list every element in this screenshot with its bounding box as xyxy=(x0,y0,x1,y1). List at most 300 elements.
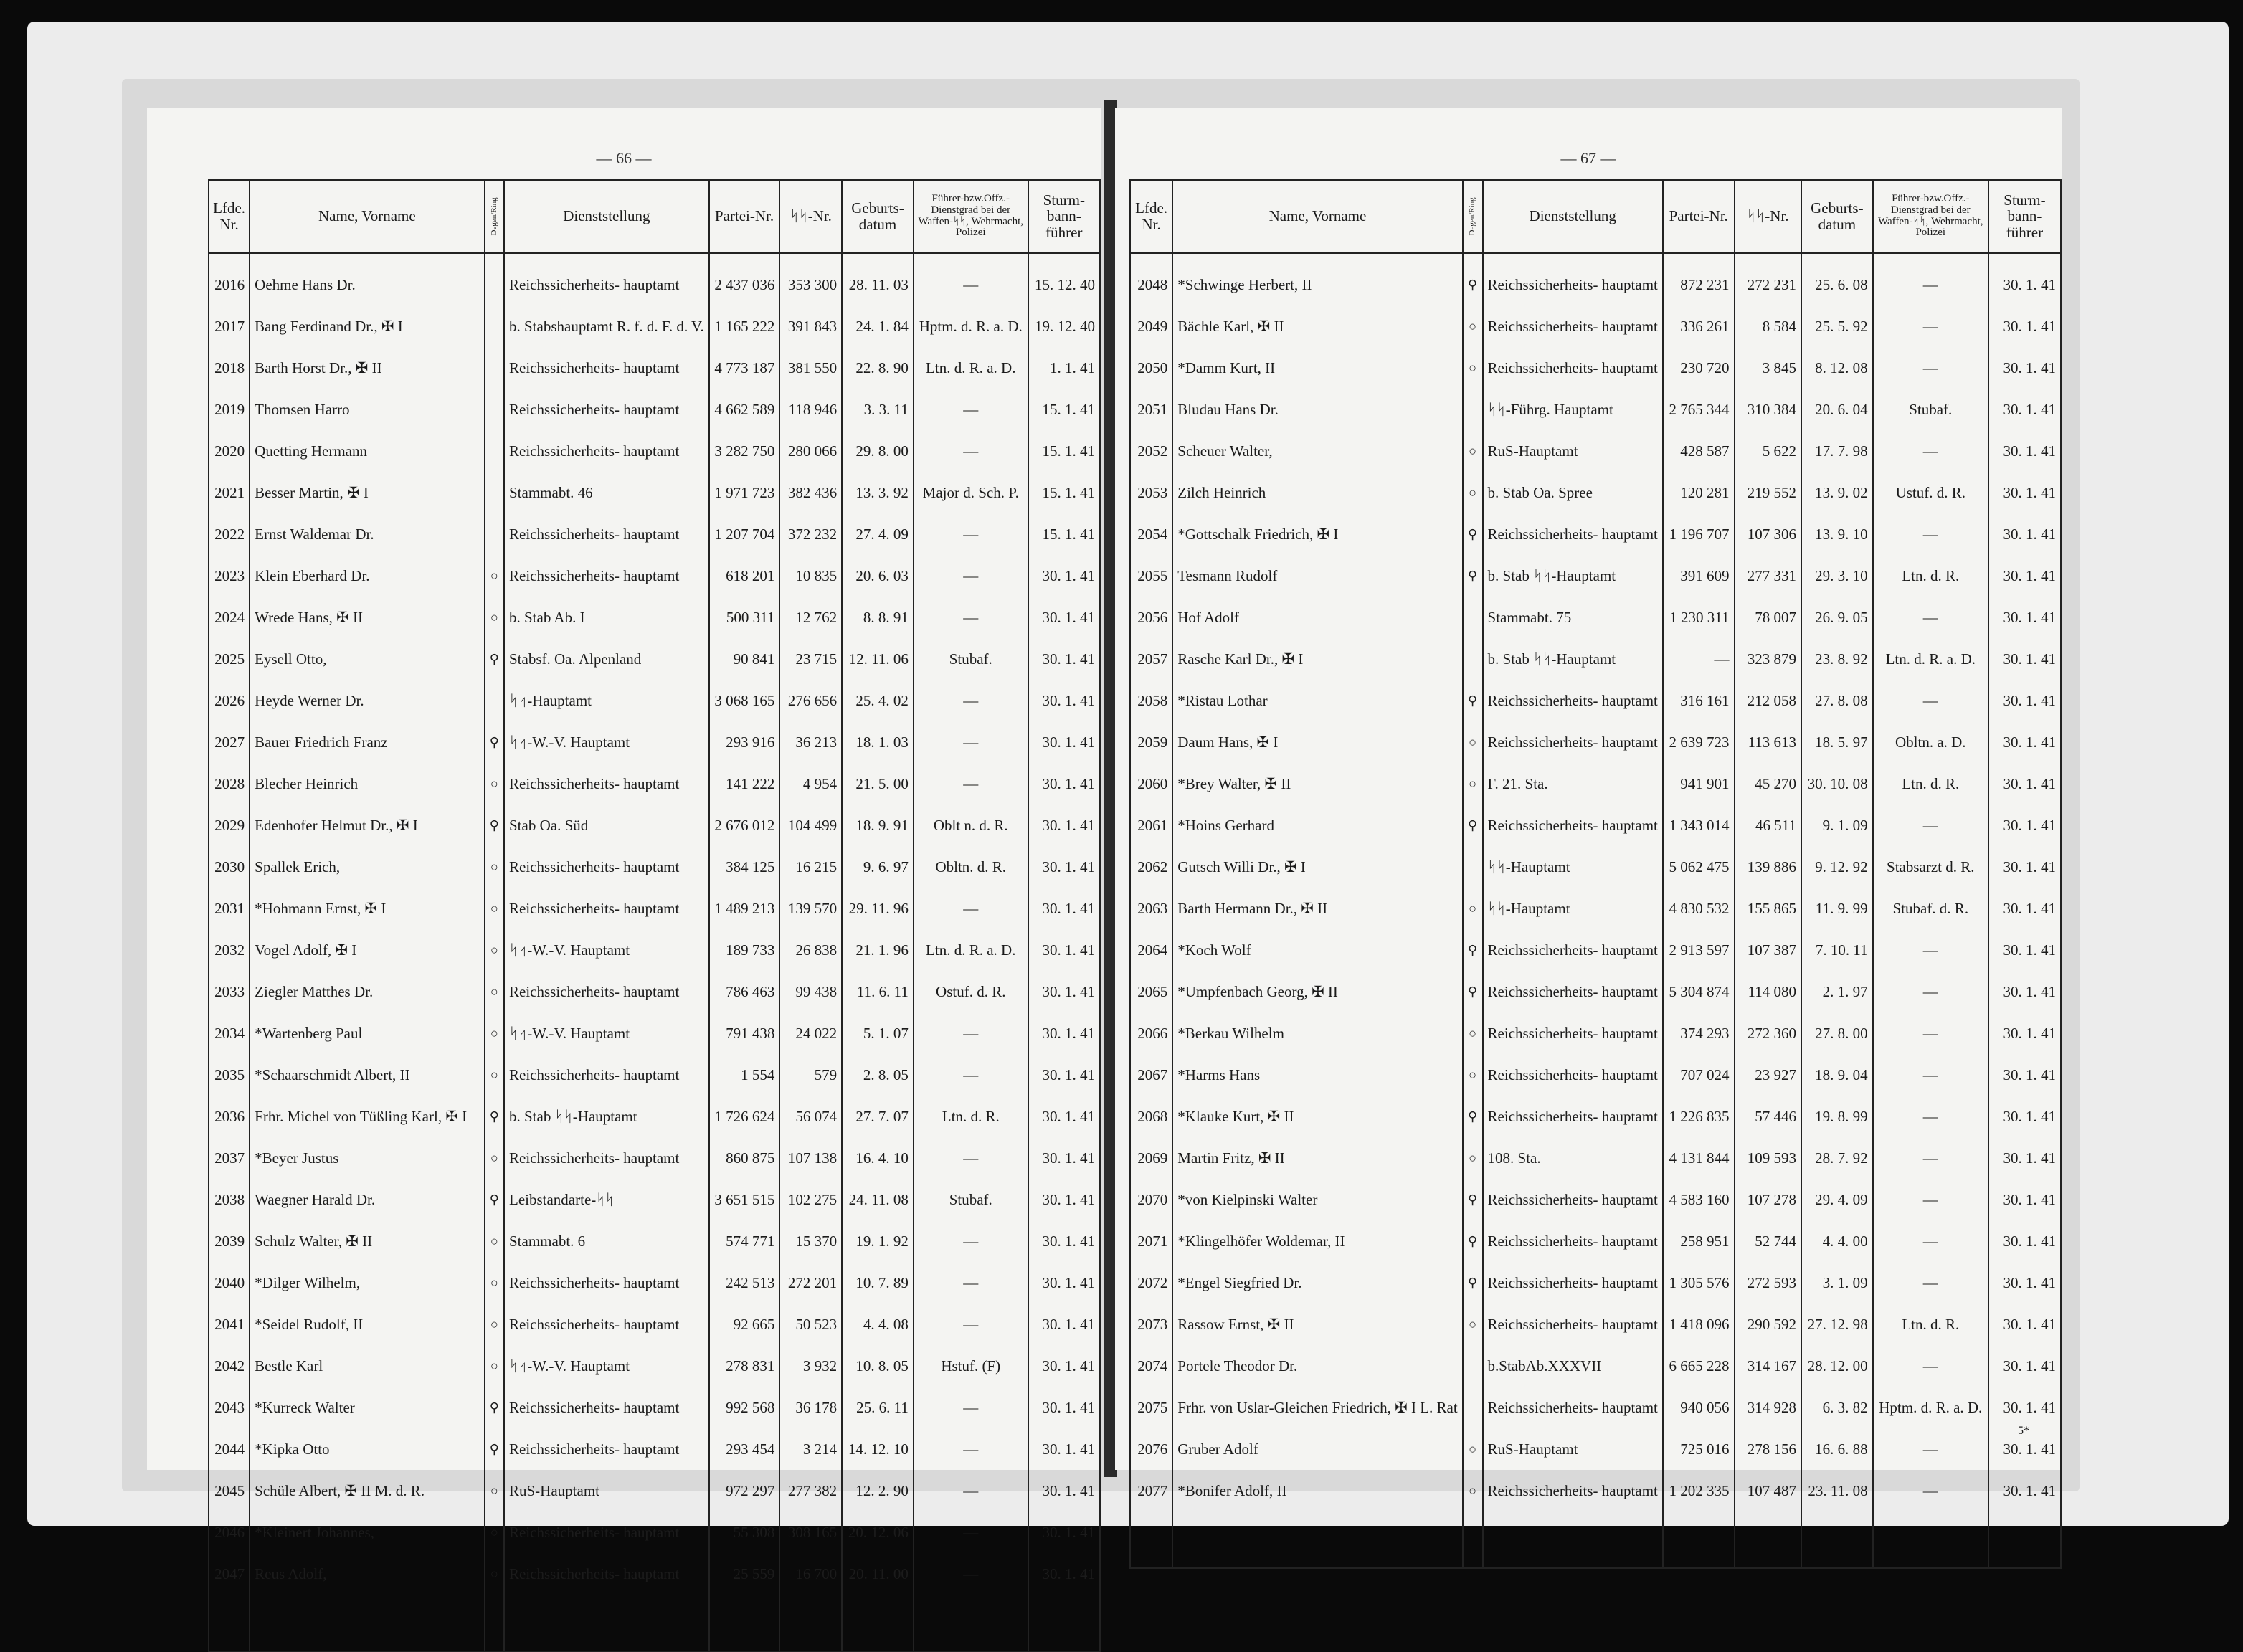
table-row xyxy=(209,1315,1100,1357)
cell-ring: ○ xyxy=(1463,1481,1483,1568)
cell-sturm: 30. 1. 41 xyxy=(1988,1190,2061,1232)
cell-partei: 972 297 xyxy=(709,1481,780,1523)
cell-ring xyxy=(485,691,504,733)
cell-partei: 1 554 xyxy=(709,1065,780,1107)
cell-name: *Wartenberg Paul xyxy=(250,1024,484,1065)
cell-geb: 18. 5. 97 xyxy=(1801,733,1873,774)
cell-fuehrer: Ustuf. d. R. xyxy=(1873,483,1988,525)
cell-fuehrer: — xyxy=(914,1440,1028,1481)
cell-ss: 107 306 xyxy=(1735,525,1802,566)
cell-geb: 7. 10. 11 xyxy=(1801,941,1873,982)
cell-ring: ⚲ xyxy=(485,1190,504,1232)
cell-fuehrer: Ltn. d. R. a. D. xyxy=(1873,650,1988,691)
cell-sturm: 30. 1. 41 xyxy=(1028,1398,1100,1440)
cell-sturm: 30. 1. 41 xyxy=(1988,483,2061,525)
cell-ss: 8 584 xyxy=(1735,317,1802,359)
cell-fuehrer: — xyxy=(914,1232,1028,1273)
cell-fuehrer: Ltn. d. R. xyxy=(1873,566,1988,608)
col-ss: ᛋᛋ-Nr. xyxy=(779,180,842,253)
cell-ss: 36 213 xyxy=(779,733,842,774)
cell-dienst: ᛋᛋ-W.-V. Hauptamt xyxy=(504,1024,709,1065)
cell-dienst: ᛋᛋ-W.-V. Hauptamt xyxy=(504,733,709,774)
cell-fuehrer: — xyxy=(1873,1440,1988,1481)
cell-nr: 2049 xyxy=(1130,317,1172,359)
cell-fuehrer: — xyxy=(914,1065,1028,1107)
cell-geb: 4. 4. 00 xyxy=(1801,1232,1873,1273)
table-row xyxy=(1130,858,2061,899)
cell-sturm: 30. 1. 41 xyxy=(1988,442,2061,483)
table-row xyxy=(209,525,1100,566)
cell-ss: 381 550 xyxy=(779,359,842,400)
cell-geb: 21. 5. 00 xyxy=(842,774,914,816)
cell-dienst: Reichssicherheits- hauptamt xyxy=(504,1149,709,1190)
cell-geb: 29. 4. 09 xyxy=(1801,1190,1873,1232)
cell-fuehrer: Hstuf. (F) xyxy=(914,1357,1028,1398)
cell-ss: 139 886 xyxy=(1735,858,1802,899)
cell-dienst: b. Stab ᛋᛋ-Hauptamt xyxy=(1483,650,1663,691)
cell-nr: 2020 xyxy=(209,442,250,483)
cell-geb: 18. 9. 04 xyxy=(1801,1065,1873,1107)
cell-name: Heyde Werner Dr. xyxy=(250,691,484,733)
cell-ss: 382 436 xyxy=(779,483,842,525)
cell-nr: 2069 xyxy=(1130,1149,1172,1190)
cell-geb: 20. 6. 04 xyxy=(1801,400,1873,442)
cell-fuehrer: — xyxy=(1873,982,1988,1024)
cell-ring: ○ xyxy=(1463,1440,1483,1481)
table-row xyxy=(209,359,1100,400)
table-row xyxy=(1130,816,2061,858)
page-number-left: — 66 — xyxy=(596,149,652,167)
cell-ss: 372 232 xyxy=(779,525,842,566)
table-row xyxy=(1130,1398,2061,1440)
cell-name: Tesmann Rudolf xyxy=(1172,566,1462,608)
cell-sturm: 30. 1. 41 xyxy=(1028,1481,1100,1523)
table-row xyxy=(1130,1107,2061,1149)
cell-geb: 2. 1. 97 xyxy=(1801,982,1873,1024)
cell-fuehrer: — xyxy=(914,1149,1028,1190)
cell-fuehrer: Obltn. a. D. xyxy=(1873,733,1988,774)
cell-geb: 6. 3. 82 xyxy=(1801,1398,1873,1440)
cell-ring: ○ xyxy=(485,566,504,608)
cell-dienst: ᛋᛋ-Hauptamt xyxy=(504,691,709,733)
cell-partei: 1 489 213 xyxy=(709,899,780,941)
cell-geb: 27. 8. 00 xyxy=(1801,1024,1873,1065)
cell-nr: 2046 xyxy=(209,1523,250,1565)
table-row xyxy=(209,1565,1100,1651)
table-row xyxy=(1130,774,2061,816)
cell-nr: 2076 xyxy=(1130,1440,1172,1481)
cell-fuehrer: — xyxy=(1873,525,1988,566)
cell-fuehrer: Obltn. d. R. xyxy=(914,858,1028,899)
cell-fuehrer: — xyxy=(914,253,1028,318)
cell-nr: 2037 xyxy=(209,1149,250,1190)
cell-ring: ○ xyxy=(485,1149,504,1190)
cell-nr: 2017 xyxy=(209,317,250,359)
table-row xyxy=(209,1107,1100,1149)
table-row xyxy=(1130,525,2061,566)
cell-fuehrer: — xyxy=(1873,1481,1988,1568)
cell-dienst: Reichssicherheits- hauptamt xyxy=(504,899,709,941)
cell-dienst: Reichssicherheits- hauptamt xyxy=(1483,1024,1663,1065)
cell-geb: 26. 9. 05 xyxy=(1801,608,1873,650)
cell-ss: 23 927 xyxy=(1735,1065,1802,1107)
cell-name: Ziegler Matthes Dr. xyxy=(250,982,484,1024)
cell-nr: 2031 xyxy=(209,899,250,941)
cell-dienst: Reichssicherheits- hauptamt xyxy=(504,1440,709,1481)
table-row xyxy=(1130,317,2061,359)
cell-ss: 314 928 xyxy=(1735,1398,1802,1440)
cell-sturm: 30. 1. 41 xyxy=(1028,1523,1100,1565)
cell-dienst: Reichssicherheits- hauptamt xyxy=(1483,1232,1663,1273)
col-partei: Partei-Nr. xyxy=(709,180,780,253)
register-table-right xyxy=(1129,179,2062,1569)
cell-geb: 27. 7. 07 xyxy=(842,1107,914,1149)
cell-ring: ⚲ xyxy=(485,1440,504,1481)
cell-dienst: 108. Sta. xyxy=(1483,1149,1663,1190)
cell-partei: 941 901 xyxy=(1663,774,1735,816)
cell-geb: 25. 6. 08 xyxy=(1801,253,1873,318)
cell-name: Rassow Ernst, ✠ II xyxy=(1172,1315,1462,1357)
cell-ring xyxy=(485,253,504,318)
cell-partei: 4 830 532 xyxy=(1663,899,1735,941)
cell-ring xyxy=(1463,608,1483,650)
cell-dienst: Reichssicherheits- hauptamt xyxy=(504,1065,709,1107)
cell-name: *Seidel Rudolf, II xyxy=(250,1315,484,1357)
cell-ss: 36 178 xyxy=(779,1398,842,1440)
cell-ring: ○ xyxy=(1463,442,1483,483)
cell-name: Scheuer Walter, xyxy=(1172,442,1462,483)
cell-ss: 277 331 xyxy=(1735,566,1802,608)
cell-ring: ○ xyxy=(485,1357,504,1398)
cell-ring: ○ xyxy=(1463,1315,1483,1357)
cell-name: *Dilger Wilhelm, xyxy=(250,1273,484,1315)
cell-geb: 12. 11. 06 xyxy=(842,650,914,691)
table-row xyxy=(209,1440,1100,1481)
cell-ring xyxy=(485,483,504,525)
cell-geb: 27. 8. 08 xyxy=(1801,691,1873,733)
cell-nr: 2016 xyxy=(209,253,250,318)
cell-nr: 2023 xyxy=(209,566,250,608)
cell-fuehrer: Hptm. d. R. a. D. xyxy=(914,317,1028,359)
cell-partei: 1 207 704 xyxy=(709,525,780,566)
cell-dienst: Reichssicherheits- hauptamt xyxy=(504,566,709,608)
cell-name: *Klingelhöfer Woldemar, II xyxy=(1172,1232,1462,1273)
cell-ss: 272 201 xyxy=(779,1273,842,1315)
cell-geb: 27. 4. 09 xyxy=(842,525,914,566)
cell-ss: 50 523 xyxy=(779,1315,842,1357)
cell-partei: 1 230 311 xyxy=(1663,608,1735,650)
col-fuehrer: Führer-bzw.Offz.-Dienstgrad bei der Waffen-ᛋᛋ, Wehrmacht, Polizei xyxy=(1873,180,1988,253)
cell-sturm: 30. 1. 41 xyxy=(1988,816,2061,858)
cell-ring: ○ xyxy=(485,1315,504,1357)
cell-nr: 2052 xyxy=(1130,442,1172,483)
cell-sturm: 30. 1. 41 xyxy=(1028,899,1100,941)
cell-nr: 2067 xyxy=(1130,1065,1172,1107)
cell-sturm: 30. 1. 41 xyxy=(1028,650,1100,691)
cell-ss: 78 007 xyxy=(1735,608,1802,650)
cell-geb: 3. 1. 09 xyxy=(1801,1273,1873,1315)
cell-fuehrer: — xyxy=(1873,1357,1988,1398)
table-row xyxy=(1130,691,2061,733)
cell-fuehrer: Stubaf. xyxy=(1873,400,1988,442)
cell-sturm: 15. 1. 41 xyxy=(1028,400,1100,442)
cell-partei: 391 609 xyxy=(1663,566,1735,608)
cell-partei: 574 771 xyxy=(709,1232,780,1273)
cell-ring: ⚲ xyxy=(485,733,504,774)
cell-geb: 24. 11. 08 xyxy=(842,1190,914,1232)
cell-ring: ⚲ xyxy=(1463,1232,1483,1273)
cell-ss: 310 384 xyxy=(1735,400,1802,442)
cell-ring: ○ xyxy=(485,608,504,650)
cell-partei: 278 831 xyxy=(709,1357,780,1398)
cell-partei: 1 165 222 xyxy=(709,317,780,359)
cell-sturm: 30. 1. 41 xyxy=(1988,774,2061,816)
cell-ss: 278 156 xyxy=(1735,1440,1802,1481)
cell-sturm: 30. 1. 41 xyxy=(1988,608,2061,650)
cell-name: *Ristau Lothar xyxy=(1172,691,1462,733)
cell-dienst: Reichssicherheits- hauptamt xyxy=(1483,317,1663,359)
cell-ss: 16 215 xyxy=(779,858,842,899)
cell-nr: 2060 xyxy=(1130,774,1172,816)
cell-partei: 1 418 096 xyxy=(1663,1315,1735,1357)
cell-name: *Kipka Otto xyxy=(250,1440,484,1481)
cell-name: Edenhofer Helmut Dr., ✠ I xyxy=(250,816,484,858)
cell-name: *Kurreck Walter xyxy=(250,1398,484,1440)
cell-ring xyxy=(485,442,504,483)
cell-dienst: Reichssicherheits- hauptamt xyxy=(504,774,709,816)
cell-name: Besser Martin, ✠ I xyxy=(250,483,484,525)
table-header-row xyxy=(209,180,1100,253)
cell-ss: 272 231 xyxy=(1735,253,1802,318)
cell-partei: 4 583 160 xyxy=(1663,1190,1735,1232)
cell-geb: 13. 3. 92 xyxy=(842,483,914,525)
cell-dienst: Reichssicherheits- hauptamt xyxy=(504,525,709,566)
cell-name: Thomsen Harro xyxy=(250,400,484,442)
cell-dienst: Stammabt. 46 xyxy=(504,483,709,525)
cell-name: Spallek Erich, xyxy=(250,858,484,899)
cell-nr: 2022 xyxy=(209,525,250,566)
table-row xyxy=(209,566,1100,608)
cell-geb: 9. 1. 09 xyxy=(1801,816,1873,858)
cell-fuehrer: — xyxy=(1873,442,1988,483)
cell-dienst: ᛋᛋ-W.-V. Hauptamt xyxy=(504,941,709,982)
cell-name: *Koch Wolf xyxy=(1172,941,1462,982)
cell-dienst: Reichssicherheits- hauptamt xyxy=(1483,733,1663,774)
cell-sturm: 30. 1. 41 xyxy=(1988,1107,2061,1149)
cell-name: Blecher Heinrich xyxy=(250,774,484,816)
cell-ss: 102 275 xyxy=(779,1190,842,1232)
cell-dienst: Reichssicherheits- hauptamt xyxy=(1483,1481,1663,1568)
col-name: Name, Vorname xyxy=(1172,180,1462,253)
table-row xyxy=(1130,1440,2061,1481)
cell-ss: 5 622 xyxy=(1735,442,1802,483)
cell-partei: 316 161 xyxy=(1663,691,1735,733)
cell-partei: 1 343 014 xyxy=(1663,816,1735,858)
cell-geb: 19. 8. 99 xyxy=(1801,1107,1873,1149)
cell-partei: 2 765 344 xyxy=(1663,400,1735,442)
cell-ring: ○ xyxy=(1463,359,1483,400)
cell-dienst: Stabsf. Oa. Alpenland xyxy=(504,650,709,691)
col-sturm: Sturm-bann-führer xyxy=(1028,180,1100,253)
cell-geb: 18. 9. 91 xyxy=(842,816,914,858)
cell-partei: 1 202 335 xyxy=(1663,1481,1735,1568)
col-dienst: Dienststellung xyxy=(504,180,709,253)
cell-sturm: 30. 1. 41 xyxy=(1028,566,1100,608)
cell-nr: 2028 xyxy=(209,774,250,816)
cell-fuehrer: — xyxy=(1873,941,1988,982)
table-row xyxy=(209,691,1100,733)
table-row xyxy=(1130,1024,2061,1065)
cell-ss: 56 074 xyxy=(779,1107,842,1149)
cell-partei: 1 226 835 xyxy=(1663,1107,1735,1149)
cell-name: Waegner Harald Dr. xyxy=(250,1190,484,1232)
cell-ss: 3 845 xyxy=(1735,359,1802,400)
cell-dienst: F. 21. Sta. xyxy=(1483,774,1663,816)
cell-name: *Schwinge Herbert, II xyxy=(1172,253,1462,318)
cell-name: Gutsch Willi Dr., ✠ I xyxy=(1172,858,1462,899)
cell-name: *Kleinert Johannes, xyxy=(250,1523,484,1565)
cell-fuehrer: — xyxy=(1873,1024,1988,1065)
cell-ring xyxy=(485,400,504,442)
cell-geb: 16. 6. 88 xyxy=(1801,1440,1873,1481)
cell-partei: 384 125 xyxy=(709,858,780,899)
cell-dienst: ᛋᛋ-Hauptamt xyxy=(1483,899,1663,941)
cell-ss: 212 058 xyxy=(1735,691,1802,733)
cell-sturm: 30. 1. 41 xyxy=(1988,1273,2061,1315)
cell-sturm: 30. 1. 41 xyxy=(1988,1232,2061,1273)
cell-dienst: b. Stab Ab. I xyxy=(504,608,709,650)
cell-partei: 428 587 xyxy=(1663,442,1735,483)
cell-ring xyxy=(1463,1398,1483,1440)
table-row xyxy=(209,774,1100,816)
cell-name: Ernst Waldemar Dr. xyxy=(250,525,484,566)
cell-ring: ○ xyxy=(1463,774,1483,816)
cell-ss: 107 278 xyxy=(1735,1190,1802,1232)
cell-nr: 2032 xyxy=(209,941,250,982)
cell-nr: 2058 xyxy=(1130,691,1172,733)
cell-dienst: Stammabt. 6 xyxy=(504,1232,709,1273)
cell-dienst: Stammabt. 75 xyxy=(1483,608,1663,650)
cell-geb: 29. 11. 96 xyxy=(842,899,914,941)
cell-sturm: 30. 1. 41 xyxy=(1988,1024,2061,1065)
cell-geb: 24. 1. 84 xyxy=(842,317,914,359)
cell-name: Portele Theodor Dr. xyxy=(1172,1357,1462,1398)
cell-sturm: 30. 1. 41 xyxy=(1988,1357,2061,1398)
cell-name: Bang Ferdinand Dr., ✠ I xyxy=(250,317,484,359)
cell-sturm: 30. 1. 41 xyxy=(1028,1440,1100,1481)
cell-dienst: Reichssicherheits- hauptamt xyxy=(1483,359,1663,400)
cell-name: Frhr. von Uslar-Gleichen Friedrich, ✠ I L. Rat xyxy=(1172,1398,1462,1440)
cell-ss: 107 387 xyxy=(1735,941,1802,982)
cell-ring: ○ xyxy=(485,1565,504,1651)
cell-partei: 25 559 xyxy=(709,1565,780,1651)
cell-partei: 4 773 187 xyxy=(709,359,780,400)
cell-nr: 2056 xyxy=(1130,608,1172,650)
table-row xyxy=(209,1024,1100,1065)
cell-sturm: 30. 1. 41 xyxy=(1028,1357,1100,1398)
cell-fuehrer: — xyxy=(914,442,1028,483)
cell-dienst: b. Stabshauptamt R. f. d. F. d. V. xyxy=(504,317,709,359)
cell-fuehrer: — xyxy=(914,691,1028,733)
cell-nr: 2029 xyxy=(209,816,250,858)
cell-dienst: Reichssicherheits- hauptamt xyxy=(1483,941,1663,982)
cell-geb: 29. 8. 00 xyxy=(842,442,914,483)
cell-nr: 2068 xyxy=(1130,1107,1172,1149)
cell-ss: 104 499 xyxy=(779,816,842,858)
cell-ring: ⚲ xyxy=(485,1398,504,1440)
left-page xyxy=(147,108,1101,1582)
cell-ss: 46 511 xyxy=(1735,816,1802,858)
col-partei: Partei-Nr. xyxy=(1663,180,1735,253)
cell-dienst: Reichssicherheits- hauptamt xyxy=(504,1523,709,1565)
table-row xyxy=(209,1273,1100,1315)
cell-partei: 860 875 xyxy=(709,1149,780,1190)
table-row xyxy=(209,400,1100,442)
cell-name: *Damm Kurt, II xyxy=(1172,359,1462,400)
cell-ss: 353 300 xyxy=(779,253,842,318)
cell-fuehrer: Ltn. d. R. a. D. xyxy=(914,359,1028,400)
table-row xyxy=(209,733,1100,774)
cell-ss: 118 946 xyxy=(779,400,842,442)
cell-dienst: Reichssicherheits- hauptamt xyxy=(1483,1273,1663,1315)
cell-name: Schulz Walter, ✠ II xyxy=(250,1232,484,1273)
cell-partei: 4 662 589 xyxy=(709,400,780,442)
cell-ring: ○ xyxy=(1463,317,1483,359)
table-row xyxy=(1130,1315,2061,1357)
cell-ring: ○ xyxy=(485,1273,504,1315)
cell-sturm: 30. 1. 41 xyxy=(1028,1565,1100,1651)
cell-nr: 2038 xyxy=(209,1190,250,1232)
cell-fuehrer: Oblt n. d. R. xyxy=(914,816,1028,858)
cell-partei: 725 016 xyxy=(1663,1440,1735,1481)
cell-partei: 786 463 xyxy=(709,982,780,1024)
cell-nr: 2053 xyxy=(1130,483,1172,525)
cell-name: Barth Horst Dr., ✠ II xyxy=(250,359,484,400)
table-row xyxy=(209,1481,1100,1523)
cell-ring: ⚲ xyxy=(1463,525,1483,566)
cell-sturm: 30. 1. 41 xyxy=(1028,1315,1100,1357)
cell-nr: 2045 xyxy=(209,1481,250,1523)
cell-nr: 2057 xyxy=(1130,650,1172,691)
cell-nr: 2044 xyxy=(209,1440,250,1481)
cell-geb: 9. 6. 97 xyxy=(842,858,914,899)
cell-sturm: 30. 1. 41 xyxy=(1988,566,2061,608)
cell-fuehrer: — xyxy=(1873,1273,1988,1315)
cell-dienst: RuS-Hauptamt xyxy=(504,1481,709,1523)
cell-sturm: 30. 1. 41 xyxy=(1028,608,1100,650)
cell-ss: 277 382 xyxy=(779,1481,842,1523)
table-row xyxy=(209,1523,1100,1565)
cell-fuehrer: — xyxy=(914,733,1028,774)
cell-nr: 2071 xyxy=(1130,1232,1172,1273)
cell-geb: 25. 4. 02 xyxy=(842,691,914,733)
cell-dienst: Reichssicherheits- hauptamt xyxy=(1483,982,1663,1024)
cell-sturm: 30. 1. 41 xyxy=(1988,691,2061,733)
col-name: Name, Vorname xyxy=(250,180,484,253)
cell-sturm: 30. 1. 41 xyxy=(1988,1481,2061,1568)
cell-geb: 23. 8. 92 xyxy=(1801,650,1873,691)
cell-ss: 276 656 xyxy=(779,691,842,733)
cell-dienst: Reichssicherheits- hauptamt xyxy=(1483,253,1663,318)
cell-partei: 293 916 xyxy=(709,733,780,774)
cell-geb: 3. 3. 11 xyxy=(842,400,914,442)
cell-sturm: 30. 1. 41 xyxy=(1028,733,1100,774)
cell-dienst: Reichssicherheits- hauptamt xyxy=(504,1273,709,1315)
cell-ring: ⚲ xyxy=(1463,941,1483,982)
cell-partei: 189 733 xyxy=(709,941,780,982)
table-row xyxy=(209,1357,1100,1398)
cell-sturm: 19. 12. 40 xyxy=(1028,317,1100,359)
